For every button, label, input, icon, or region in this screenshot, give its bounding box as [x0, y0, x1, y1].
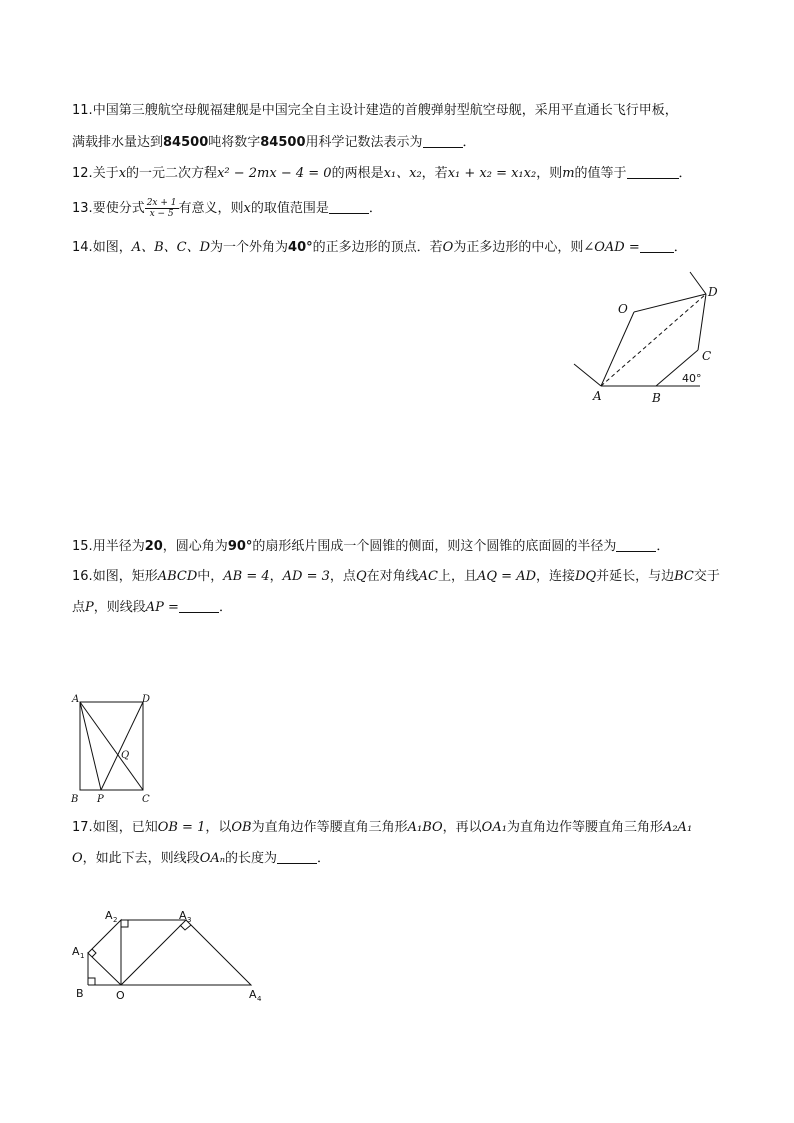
rectangle-figure: [68, 690, 168, 808]
label-A3: A: [179, 909, 187, 922]
answer-blank[interactable]: [627, 164, 679, 179]
right-angle-mark: [121, 920, 128, 927]
svg-text:2: 2: [113, 916, 118, 924]
edge-line: [690, 272, 706, 294]
label-D: D: [708, 285, 718, 299]
label-O: O: [618, 302, 628, 316]
label-P: P: [97, 794, 104, 805]
label-B: B: [71, 794, 79, 805]
answer-blank[interactable]: [640, 238, 674, 253]
polygon-figure: [560, 268, 720, 408]
diagonal-AC: [80, 702, 143, 790]
right-angle-mark: [88, 978, 95, 985]
label-D: D: [142, 694, 151, 705]
segment-AP: [80, 702, 101, 790]
label-B: B: [652, 391, 661, 405]
triangle-A1BO: [88, 953, 121, 985]
fraction: $\frac{2x + 1}{x - 5}$: [146, 198, 177, 219]
question-17-line2: O，如此下去，则线段OAₙ的长度为 ．: [72, 851, 331, 866]
answer-blank[interactable]: [329, 199, 369, 214]
label-O: O: [116, 989, 125, 1002]
question-12: 12.关于x的一元二次方程x² − 2mx − 4 = 0的两根是x₁、x₂，若x₁ + x₂ = x₁x₂，则m的值等于 ．: [72, 166, 692, 181]
question-14: 14.如图，A、B、C、D为一个外角为40°的正多边形的顶点．若O为正多边形的中心，则∠OAD = ．: [72, 240, 687, 255]
svg-text:3: 3: [187, 916, 192, 924]
answer-blank[interactable]: [616, 537, 656, 552]
question-16: 16.如图，矩形ABCD中，AB = 4，AD = 3，点Q在对角线AC上，且AQ = AD，连接DQ并延长，与边BC交于: [72, 569, 720, 584]
question-15: 15.用半径为20，圆心角为90°的扇形纸片围成一个圆锥的侧面，则这个圆锥的底面圆的半径为 ．: [72, 539, 670, 554]
isosceles-triangles-figure: [66, 905, 276, 1005]
edge-DC: [698, 294, 706, 350]
right-angle-mark: [92, 949, 96, 957]
triangle-A2A1O: [88, 920, 121, 985]
label-A4: A: [249, 988, 257, 1001]
label-A2: A: [105, 909, 113, 922]
svg-text:4: 4: [257, 995, 262, 1003]
question-11-line2: 满载排水量达到84500吨将数字84500用科学记数法表示为 ．: [72, 135, 476, 150]
answer-blank[interactable]: [179, 598, 219, 613]
label-B: B: [76, 987, 84, 1000]
answer-blank[interactable]: [423, 133, 463, 148]
question-number: 11.: [72, 103, 93, 118]
edge-line: [574, 364, 601, 386]
label-C: C: [142, 794, 150, 805]
segment-DP: [101, 702, 143, 790]
answer-blank[interactable]: [277, 849, 317, 864]
label-Q: Q: [121, 750, 130, 761]
label-C: C: [702, 349, 712, 363]
label-angle: 40°: [682, 372, 702, 385]
edge-OD: [634, 294, 706, 312]
question-text: 中国第三艘航空母舰福建舰是中国完全自主设计建造的首艘弹射型航空母舰，采用平直通长飞行甲板，: [92, 103, 678, 118]
label-A: A: [72, 694, 80, 705]
right-angle-mark: [180, 925, 191, 930]
question-11: [72, 101, 678, 121]
svg-text:1: 1: [80, 952, 85, 960]
label-A1: A: [72, 945, 80, 958]
edge-OA: [601, 312, 634, 386]
label-A: A: [593, 389, 602, 403]
displacement-value: 84500: [163, 135, 209, 150]
question-16-line2: 点P，则线段AP = ．: [72, 600, 232, 615]
question-13: 13.要使分式 $\frac{2x + 1}{x - 5}$ 有意义，则x的取值范围是 ．: [72, 198, 382, 219]
question-17: 17.如图，已知OB = 1，以OB为直角边作等腰直角三角形A₁BO，再以OA₁为直角边作等腰直角三角形A₂A₁: [72, 820, 693, 835]
triangle-A3A2O: [121, 920, 186, 985]
equation: x² − 2mx − 4 = 0: [217, 166, 332, 181]
